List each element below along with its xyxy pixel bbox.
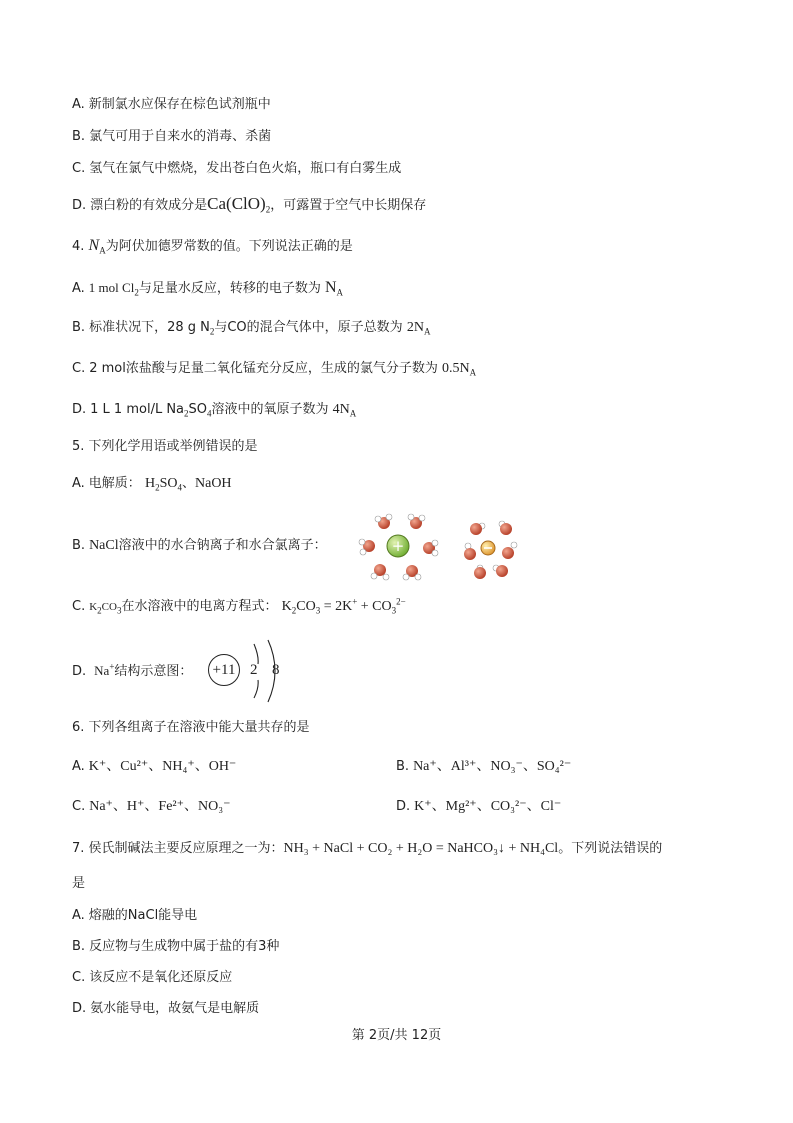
atomic-structure-diagram [208,654,240,686]
q7-stem-continued: 是 [72,876,86,891]
q6-option-b [396,759,571,775]
option-label: A. [72,759,85,774]
option-label: C. [72,361,86,376]
subscript: 2 [97,605,102,616]
option-label: B. [72,129,86,144]
question-text: 7. 侯氏制碱法主要反应原理之一为： [72,841,284,856]
subscript: A [469,367,477,378]
q6-option-a [72,759,236,775]
option-text: ，可露置于空气中长期保存 [270,198,427,213]
option-text: 氯气可用于自来水的消毒、杀菌 [89,129,272,144]
question-text: 为阿伏加德罗常数的值。下列说法正确的是 [105,239,353,254]
option-label: D. [396,799,411,814]
hydrated-ions-image [356,510,531,582]
option-text: 氨水能导电，故氨气是电解质 [90,1001,260,1016]
q3-option-c [72,161,401,177]
option-label: B. [72,320,86,335]
subscript: 2 [155,482,160,493]
option-text: 新制氯水应保存在棕色试剂瓶中 [88,97,271,112]
option-text: 1 L 1 mol/L Na [90,402,185,417]
formula: K [281,599,292,614]
formula: CO [296,599,316,614]
option-text: 反应物与生成物中属于盐的有3种 [89,939,280,954]
shell-electron-count: 8 [272,662,280,678]
separator: 、 [181,476,195,491]
option-label: D. [72,664,87,679]
option-text: K⁺、Mg²⁺、CO₃²⁻、Cl⁻ [414,799,562,814]
subscript: 4 [207,408,212,419]
subscript: A [349,408,357,419]
option-text: 漂白粉的有效成分是 [90,198,208,213]
formula: K [89,601,98,613]
option-label: B. [396,759,410,774]
q3-option-d [72,196,426,214]
formula: H [144,476,156,491]
nucleus: +11 [208,654,240,686]
option-label: D. [72,402,87,417]
page-footer: 第 2页/共 12页 [351,1028,442,1043]
option-label: D. [72,1001,87,1016]
q5-stem: 5. 下列化学用语或举例错误的是 [72,439,258,454]
q4-option-d [72,402,356,418]
question-number: 4. [72,239,85,254]
formula: 4N [332,402,350,417]
q7-option-c [72,970,232,986]
q7-option-a [72,908,197,924]
q3-option-a [72,97,271,113]
superscript: + [352,596,358,607]
subscript: A [423,326,431,337]
q4-option-a [72,280,343,297]
q5-option-b [72,538,327,554]
option-label: B. [72,939,86,954]
hydrated-sodium-ion [359,514,438,580]
q7-stem [72,841,662,857]
subscript: 2 [209,326,215,337]
q5-option-d [72,663,192,680]
subscript: 2 [134,287,139,298]
option-label: A. [72,281,85,296]
formula: CO [101,601,117,613]
q5-option-a [72,476,232,492]
q3-option-b [72,129,271,145]
subscript: 2 [184,408,189,419]
option-label: A. [72,97,85,112]
formula: Ca(ClO) [207,194,266,213]
subscript: 3 [391,605,397,616]
q4-stem [72,238,353,255]
option-text: 1 mol Cl [88,280,135,295]
option-label: C. [72,799,86,814]
q5-option-c [72,596,406,616]
q6-option-c [72,799,231,815]
option-label: B. [72,538,86,553]
formula: NaOH [195,476,232,491]
superscript: 2− [396,596,406,607]
formula: = 2K [320,599,353,614]
subscript: 3 [116,605,122,616]
q7-option-b [72,939,279,955]
option-text: 与足量水反应，转移的电子数为 [138,281,321,296]
option-label: C. [72,161,86,176]
option-text: 熔融的NaCl能导电 [88,908,198,923]
subscript: A [99,245,106,256]
option-label: C. [72,970,86,985]
option-text: 标准状况下，28 g N [89,320,210,335]
formula: + CO [357,599,392,614]
option-text: 该反应不是氧化还原反应 [89,970,233,985]
option-text: 在水溶液中的电离方程式： [121,599,278,614]
option-text: 与CO的混合气体中，原子总数为 [214,320,403,335]
formula: NaCl [89,538,119,553]
option-text: Na⁺、Al³⁺、NO₃⁻、SO₄²⁻ [413,759,572,774]
option-text: Na⁺、H⁺、Fe²⁺、NO₃⁻ [89,799,231,814]
subscript: 2 [265,204,271,215]
option-text: 电解质： [88,476,141,491]
option-text: 2 mol浓盐酸与足量二氧化锰充分反应，生成的氯气分子数为 [89,361,438,376]
option-text: K⁺、Cu²⁺、NH₄⁺、OH⁻ [88,759,237,774]
option-text: 溶液中的水合钠离子和水合氯离子： [118,538,327,553]
option-label: D. [72,198,87,213]
q6-stem: 6. 下列各组离子在溶液中能大量共存的是 [72,720,310,735]
hydrated-chloride-ion [464,521,517,579]
subscript: 3 [315,605,321,616]
formula: 0.5N [442,361,470,376]
option-text: SO [188,402,207,417]
shell-electron-count: 2 [250,662,258,678]
option-text: 结构示意图： [114,664,193,679]
formula: SO [159,476,178,491]
option-label: C. [72,599,86,614]
subscript: A [336,287,344,298]
svg-text:+: + [391,537,405,555]
subscript: 2 [291,605,297,616]
formula: 2N [406,320,424,335]
subscript: 4 [177,482,182,493]
option-label: A. [72,908,85,923]
equation: NH₃ + NaCl + CO₂ + H₂O = NaHCO₃↓ + NH₄Cl [283,841,559,856]
option-label: A. [72,476,85,491]
superscript: + [109,661,115,672]
formula: N [88,237,100,254]
q4-option-b [72,320,430,336]
option-text: 溶液中的氧原子数为 [211,402,329,417]
formula: N [324,279,337,296]
question-text: 。下列说法错误的 [558,841,663,856]
formula: Na [94,663,110,678]
q4-option-c [72,361,476,377]
q7-option-d [72,1001,259,1017]
option-text: 氢气在氯气中燃烧，发出苍白色火焰，瓶口有白雾生成 [89,161,402,176]
q6-option-d [396,799,561,815]
